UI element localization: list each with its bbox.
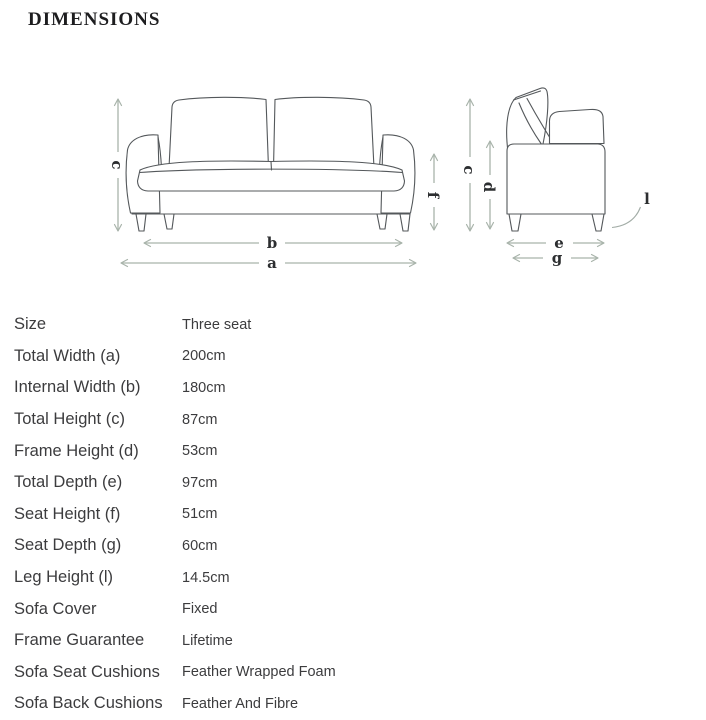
spec-label: Sofa Cover <box>14 599 97 618</box>
dim-label-d: d <box>480 181 498 193</box>
dim-label-e: e <box>554 234 564 252</box>
dimension-arrow-g <box>513 249 598 267</box>
spec-row-total-height <box>14 404 690 436</box>
sofa-front-view-sketch <box>126 97 415 231</box>
sofa-side-view-sketch <box>507 88 605 231</box>
spec-row-size <box>14 309 690 341</box>
spec-row-frame-guarantee <box>14 625 690 657</box>
spec-value: 51cm <box>182 506 218 523</box>
page-title: DIMENSIONS <box>28 9 161 30</box>
spec-value: 97cm <box>182 474 218 491</box>
spec-label: Sofa Back Cushions <box>14 694 163 713</box>
spec-row-total-depth <box>14 467 690 499</box>
spec-row-total-width <box>14 341 690 373</box>
spec-label: Sofa Seat Cushions <box>14 662 160 681</box>
dimension-arrow-d <box>480 141 498 229</box>
spec-value: 87cm <box>182 411 218 428</box>
spec-row-leg-height <box>14 562 690 594</box>
dimension-arrow-b <box>144 234 402 252</box>
spec-label: Total Width (a) <box>14 346 121 365</box>
spec-row-sofa-cover <box>14 593 690 625</box>
spec-label: Internal Width (b) <box>14 378 141 397</box>
dim-label-c-side: c <box>460 165 478 175</box>
dim-label-g: g <box>551 249 563 267</box>
spec-value: Feather And Fibre <box>182 695 299 712</box>
dim-label-c-front: c <box>108 160 126 170</box>
leg-height-callout <box>612 190 650 228</box>
spec-row-internal-width <box>14 372 690 404</box>
spec-value: Lifetime <box>182 632 233 649</box>
spec-row-frame-height <box>14 435 690 467</box>
spec-label: Size <box>14 315 47 334</box>
dimension-arrow-a <box>121 254 416 272</box>
spec-value: 180cm <box>182 379 226 396</box>
spec-label: Seat Depth (g) <box>14 536 122 555</box>
spec-value: Feather Wrapped Foam <box>182 664 336 681</box>
spec-label: Total Depth (e) <box>14 473 123 492</box>
spec-row-seat-cushions <box>14 657 690 689</box>
sofa-dimensions-diagram <box>0 0 706 300</box>
dim-label-a: a <box>267 254 277 272</box>
spec-label: Seat Height (f) <box>14 504 121 523</box>
dimension-arrow-c-front <box>108 99 126 231</box>
spec-value: 200cm <box>182 348 226 365</box>
spec-value: 53cm <box>182 443 218 460</box>
spec-label: Frame Height (d) <box>14 441 139 460</box>
spec-value: 14.5cm <box>182 569 230 586</box>
spec-label: Leg Height (l) <box>14 568 114 587</box>
spec-label: Frame Guarantee <box>14 631 145 650</box>
dimension-arrow-f <box>424 154 442 230</box>
spec-table <box>14 309 690 720</box>
spec-label: Total Height (c) <box>14 410 125 429</box>
spec-row-seat-depth <box>14 530 690 562</box>
dimension-arrow-c-side <box>460 99 478 231</box>
dim-label-l: l <box>644 190 650 208</box>
dim-label-f: f <box>424 191 442 199</box>
spec-row-seat-height <box>14 499 690 531</box>
spec-value: 60cm <box>182 537 218 554</box>
spec-value: Three seat <box>182 316 252 333</box>
spec-value: Fixed <box>182 601 218 618</box>
spec-row-back-cushions <box>14 688 690 720</box>
dim-label-b: b <box>266 234 278 252</box>
